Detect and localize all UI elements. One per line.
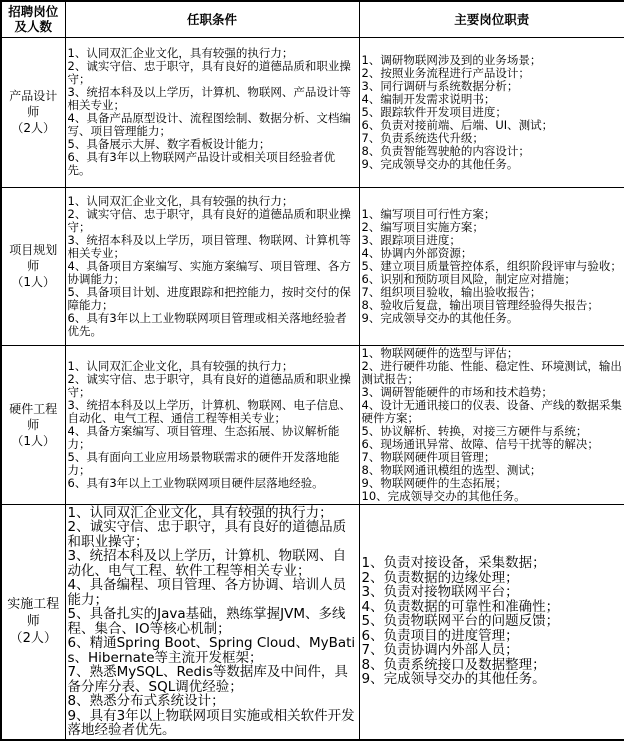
- duties-cell: [359, 504, 624, 740]
- list-line: 7、组织项目验收，输出验收报告；: [361, 284, 542, 299]
- list-line: 5、负责物联网平台的问题反馈；: [361, 613, 560, 630]
- list-line: 5、具备展示大屏、数字看板设计能力；: [67, 137, 271, 151]
- position-headcount: （2人）: [11, 121, 56, 135]
- list-line: 6、负责项目的进度管理；: [361, 627, 519, 644]
- list-line: 9、完成领导交办的其他任务。: [361, 310, 519, 325]
- list-line: 6、识别和预防项目风险，制定应对措施；: [361, 271, 576, 286]
- list-line: 1、认同双汇企业文化，具有较强的执行力；: [67, 46, 294, 60]
- list-line: 8、负责智能驾驶舱的内容设计；: [361, 143, 530, 158]
- list-line: 7、熟悉MySQL、Redis等数据库及中间件，具备分库分表、SQL调优经验；: [67, 664, 348, 695]
- duties-cell: [359, 187, 624, 345]
- position-name: 产品设计师: [9, 89, 58, 119]
- list-line: 5、协议解析、转换，对接三方硬件与系统；: [361, 423, 588, 438]
- table-row-project-planner: [1, 187, 624, 345]
- list-line: 3、统招本科及以上学历，计算机、物联网、产品设计等相关专业；: [67, 85, 351, 112]
- list-line: 4、具备项目方案编写、实施方案编写、项目管理、各方协调能力；: [67, 258, 351, 286]
- list-line: 2、负责数据的边缘处理；: [361, 569, 519, 586]
- list-line: 2、诚实守信、忠于职守，具有良好的道德品质和职业操守；: [67, 206, 351, 234]
- list-line: 3、跟踪项目进度；: [361, 232, 461, 247]
- list-line: 7、负责系统迭代升级；: [361, 130, 484, 145]
- list-line: 3、统招本科及以上学历，计算机、物联网、自动化、电气工程、软件工程等相关专业；: [67, 548, 347, 579]
- position-headcount: （1人）: [11, 275, 56, 289]
- list-line: 7、物联网硬件项目管理；: [361, 449, 496, 464]
- table-row-hardware-engineer: [1, 345, 624, 504]
- list-line: 2、诚实守信、忠于职守，具有良好的道德品质和职业操守；: [67, 371, 351, 399]
- position-headcount: （2人）: [9, 631, 57, 646]
- list-line: 1、认同双汇企业文化，具有较强的执行力；: [67, 504, 333, 521]
- list-line: 5、建立项目质量管控体系，组织阶段评审与验收；: [361, 258, 622, 273]
- list-line: 1、物联网硬件的选型与评估；: [361, 345, 519, 360]
- position-name: 项目规划师: [9, 243, 58, 273]
- list-line: 9、完成领导交办的其他任务。: [361, 671, 546, 688]
- list-line: 8、负责系统接口及数据整理；: [361, 656, 546, 673]
- position-headcount: （1人）: [11, 433, 56, 448]
- requirements-cell: [65, 345, 359, 504]
- list-line: 1、调研物联网涉及到的业务场景；: [361, 52, 542, 67]
- duties-cell: [359, 37, 624, 187]
- list-line: 3、调研智能硬件的市场和技术趋势；: [361, 384, 553, 399]
- list-line: 1、编写项目可行性方案；: [361, 206, 496, 221]
- list-line: 5、具备扎实的Java基础，熟练掌握JVM、多线程、集合、IO等核心机制；: [67, 606, 346, 637]
- requirements-cell: [65, 37, 359, 187]
- list-line: 4、设计无通讯接口的仪表、设备、产线的数据采集硬件方案；: [361, 397, 622, 425]
- list-line: 1、认同双汇企业文化，具有较强的执行力；: [67, 358, 294, 373]
- list-line: 6、负责对接前端、后端、UI、测试；: [361, 117, 554, 132]
- list-line: 6、现场通讯异常、故障、信号干扰等的解决；: [361, 436, 599, 451]
- list-line: 1、负责对接设备，采集数据；: [361, 555, 546, 572]
- requirements-cell: [65, 187, 359, 345]
- list-line: 8、验收后复盘，输出项目管理经验得失报告；: [361, 297, 599, 312]
- position-name: 硬件工程师: [9, 401, 58, 432]
- requirements-cell: [65, 504, 359, 740]
- list-line: 4、负责数据的可靠性和准确性；: [361, 598, 560, 615]
- list-line: 7、负责协调内外部人员；: [361, 642, 519, 659]
- list-line: 1、认同双汇企业文化，具有较强的执行力；: [67, 193, 294, 208]
- position-cell: [1, 37, 65, 187]
- position-cell: [1, 345, 65, 504]
- list-line: 5、跟踪软件开发项目进度；: [361, 104, 507, 119]
- list-line: 3、同行调研与系统数据分析；: [361, 78, 519, 93]
- list-line: 3、统招本科及以上学历，项目管理、物联网、计算机等相关专业；: [67, 232, 351, 260]
- list-line: 4、具备产品原型设计、流程图绘制、数据分析、文档编写、项目管理能力；: [67, 111, 351, 138]
- header-requirements: 任职条件: [65, 1, 359, 37]
- list-line: 3、负责对接物联网平台；: [361, 584, 519, 601]
- list-line: 5、具备项目计划、进度跟踪和把控能力，按时交付的保障能力；: [67, 284, 351, 312]
- position-cell: [1, 504, 65, 740]
- duties-cell: [359, 345, 624, 504]
- list-line: 4、协调内外部资源；: [361, 245, 473, 260]
- list-line: 10、完成领导交办的其他任务。: [361, 488, 526, 503]
- list-line: 6、具有3年以上物联网产品设计或相关项目经验者优先。: [67, 150, 336, 177]
- list-line: 9、具有3年以上物联网项目实施或相关软件开发落地经验者优先。: [67, 707, 355, 738]
- table-row-product-designer: [1, 37, 624, 187]
- list-line: 9、物联网硬件的生态拓展；: [361, 475, 507, 490]
- list-line: 6、具有3年以上工业物联网项目管理或相关落地经验者优先。: [67, 310, 347, 338]
- position-cell: [1, 187, 65, 345]
- list-line: 2、按照业务流程进行产品设计；: [361, 65, 530, 80]
- list-line: 4、编制开发需求说明书；: [361, 91, 496, 106]
- list-line: 3、统招本科及以上学历，计算机、物联网、电子信息、自动化、电气工程、通信工程等相关专业；: [67, 397, 351, 425]
- list-line: 8、熟悉分布式系统设计；: [67, 693, 225, 709]
- list-line: 2、诚实守信、忠于职守，具有良好的道德品质和职业操守；: [67, 59, 351, 86]
- table-row-implementation-engineer: [1, 504, 624, 740]
- header-position-headcount: 招聘岗位及人数: [1, 1, 65, 37]
- header-duties: 主要岗位职责: [359, 1, 624, 37]
- list-line: 6、精通Spring Boot、Spring Cloud、MyBatis、Hibernate等主流开发框架；: [67, 635, 356, 666]
- list-line: 9、完成领导交办的其他任务。: [361, 156, 519, 171]
- list-line: 6、具有3年以上工业物联网项目硬件层落地经验。: [67, 475, 324, 490]
- position-name: 实施工程师: [7, 597, 60, 629]
- list-line: 4、具备方案编写、项目管理、生态拓展、协议解析能力；: [67, 423, 340, 451]
- list-line: 2、编写项目实施方案；: [361, 219, 484, 234]
- list-line: 5、具有面向工业应用场景物联需求的硬件开发落地能力；: [67, 449, 340, 477]
- list-line: 4、具备编程、项目管理、各方协调、培训人员能力；: [67, 577, 347, 608]
- list-line: 2、进行硬件功能、性能、稳定性、环境测试，输出测试报告；: [361, 358, 622, 386]
- list-line: 8、物联网通讯模组的选型、测试；: [361, 462, 542, 477]
- table-header-row: [1, 1, 624, 37]
- list-line: 2、诚实守信、忠于职守，具有良好的道德品质和职业操守；: [67, 519, 347, 550]
